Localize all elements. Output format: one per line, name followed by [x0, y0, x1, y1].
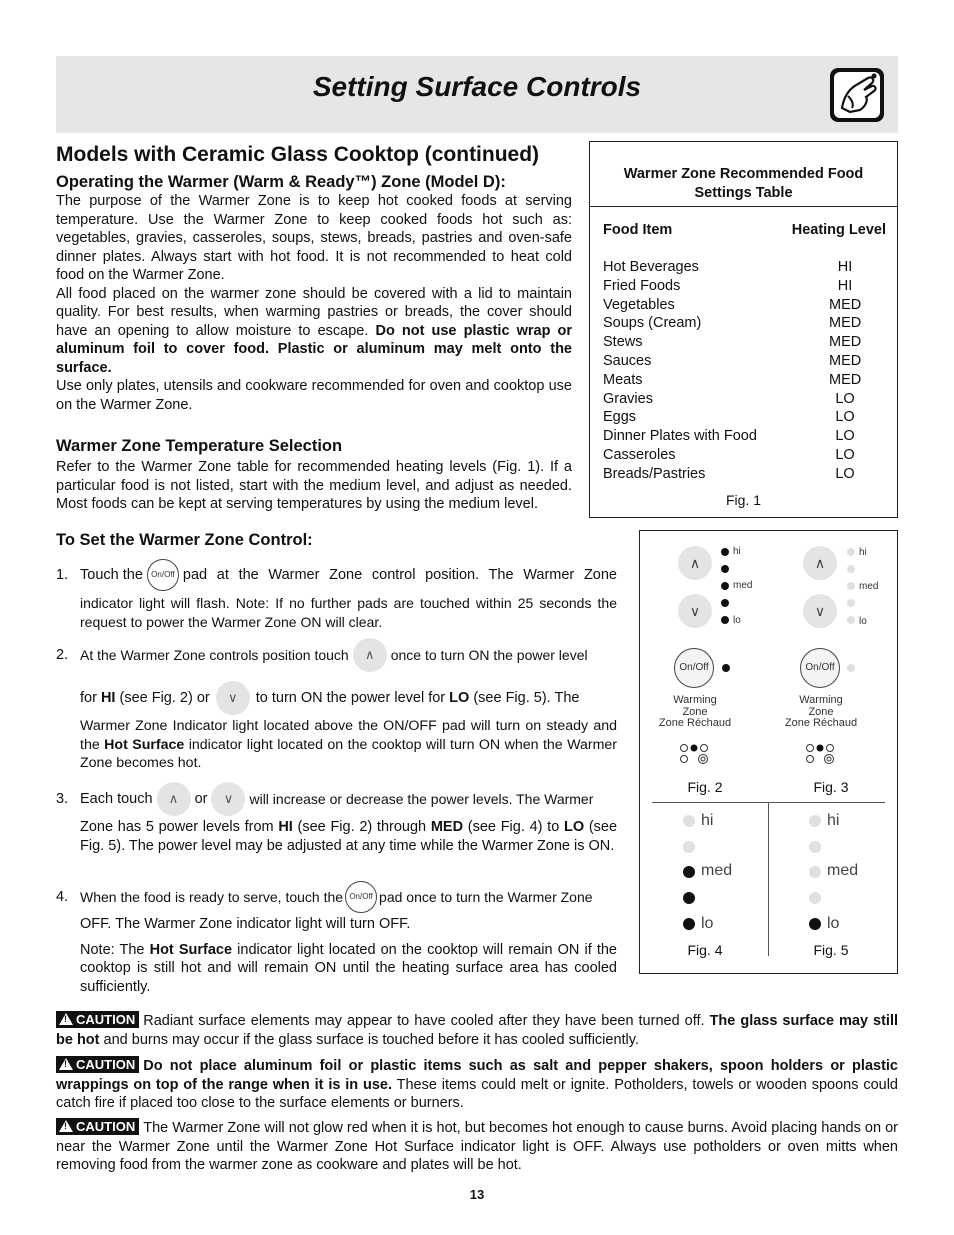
indicator-dot: [722, 664, 730, 672]
warmer-heading: Operating the Warmer (Warm & Ready™) Zone (Model D):: [56, 173, 506, 191]
warmer-p3: Use only plates, utensils and cookware recommended for oven and cooktop use on the Warmer Zone.: [56, 378, 572, 413]
table-row: Dinner Plates with Food LO: [603, 428, 855, 445]
caution-label: !CAUTION: [56, 1056, 139, 1073]
warmer-p1: The purpose of the Warmer Zone is to keep hot cooked foods at serving temperature. Use the Warmer Zone to keep cooked foods hot such as: vegetables, gravies, casseroles, soups, stews, breads, pastries and oven-safe dinner plates. Always start with hot food. It is not recommended to heat cold food on the Warmer Zone.: [56, 193, 572, 283]
warning-triangle-icon: [59, 1013, 73, 1025]
food-settings-table: [589, 141, 898, 518]
indicator-dot: [809, 841, 821, 853]
up-arrow-pad-icon: ∧: [157, 782, 191, 816]
onoff-pad-icon: On/Off: [674, 648, 714, 688]
indicator-dot: [721, 582, 729, 590]
table-row: Sauces MED: [603, 352, 862, 369]
table-header: [603, 221, 886, 240]
indicator-dot: [847, 616, 855, 624]
table-row: Soups (Cream) MED: [603, 315, 862, 332]
caution-2: !CAUTION Do not place aluminum foil or plastic items such as salt and pepper shakers, spoon holders or plastic wrappings on top of the range when it is in use. These items could melt or ignite. Potholders, towels or wooden spoons could catch fire if placed too close to the surface elements or burners.: [56, 1056, 898, 1113]
warmer-p2: [56, 285, 572, 378]
hand-on-cooktop-icon: [828, 66, 886, 124]
step-number: 3.: [56, 791, 69, 807]
fig4-label: Fig. 4: [687, 942, 723, 958]
fig3-label: Fig. 3: [813, 779, 849, 795]
temp-heading: Warmer Zone Temperature Selection: [56, 437, 343, 455]
step-number: 4.: [56, 889, 69, 905]
up-arrow-pad-icon: ∧: [353, 638, 387, 672]
indicator-dot: [847, 582, 855, 590]
header-banner: [56, 56, 898, 133]
table-divider: [590, 206, 897, 207]
indicator-dot: [683, 866, 695, 878]
col-food-item: Food Item: [603, 222, 673, 238]
warming-zone-label: Warming Zone Zone Réchaud: [784, 694, 858, 729]
indicator-dot: [847, 565, 855, 573]
fig2-label: Fig. 2: [687, 779, 723, 795]
burner-indicator-icon: [806, 743, 836, 765]
table-row: Fried Foods HI: [603, 277, 853, 294]
warming-zone-label: Warming Zone Zone Réchaud: [658, 694, 732, 729]
indicator-dot: [721, 565, 729, 573]
table-title: Warmer Zone Recommended Food Settings Table: [623, 166, 864, 201]
step-3: Each touch ∧ or ∨ will increase or decrease the power levels. The Warmer Zone has 5 power levels from HI (see Fig. 2) through MED (see Fig. 4) to LO (see Fig. 5). The power level may be adjusted at any time while the Warmer Zone is ON.: [80, 781, 617, 855]
page-title: Setting Surface Controls: [312, 71, 642, 102]
indicator-dot: [809, 892, 821, 904]
warning-triangle-icon: [59, 1058, 73, 1070]
indicator-dot: [721, 599, 729, 607]
fig1-label: Fig. 1: [725, 492, 761, 508]
burner-indicator-icon: [680, 743, 710, 765]
table-row: Gravies LO: [603, 390, 855, 407]
table-row: Breads/Pastries LO: [603, 465, 855, 482]
step-number: 2.: [56, 647, 69, 663]
onoff-pad-icon: On/Off: [147, 559, 179, 591]
page-number: 13: [469, 1187, 485, 1202]
table-row: Casseroles LO: [603, 446, 855, 463]
indicator-dot: [809, 815, 821, 827]
table-row: Stews MED: [603, 334, 862, 351]
indicator-dot: [721, 616, 729, 624]
onoff-pad-icon: On/Off: [800, 648, 840, 688]
onoff-pad-icon: On/Off: [345, 881, 377, 913]
temp-paragraph: Refer to the Warmer Zone table for recommended heating levels (Fig. 1). If a particular food is not listed, start with the medium level, and adjust as needed. Most foods can be kept at serving temperatures by using the medium level.: [56, 459, 572, 512]
table-row: Hot Beverages HI: [603, 259, 853, 275]
indicator-dot: [683, 892, 695, 904]
warmer-p2-text: All food placed on the warmer zone should be covered with a lid to maintain quality. For best results, when warming pastries or breads, the cover should have an opening to allow moisture to escape.: [56, 285, 572, 339]
figure-divider: [768, 802, 769, 956]
table-rows: [603, 258, 861, 484]
caution-1: !CAUTION Radiant surface elements may appear to have cooled after they have been turned off. The glass surface may still be hot and burns may occur if the glass surface is touched before it has cooled sufficiently.: [56, 1011, 898, 1049]
indicator-dot: [809, 918, 821, 930]
control-figures: ∧ ∨ hi med lo On/Off Warming Zone Zone Réchaud Fig. 2 ∧ ∨ hi med lo On/Off Warming Zone Zone Réchaud Fig. 3 hi med lo Fig. 4 hi med lo Fig. 5: [639, 530, 898, 974]
up-arrow-icon: ∧: [803, 546, 837, 580]
down-arrow-icon: ∨: [678, 594, 712, 628]
caution-3: !CAUTION The Warmer Zone will not glow red when it is hot, but becomes hot enough to cause burns. Avoid placing hands on or near the Warmer Zone until the Warmer Zone Hot Surface indicator light is OFF. Always use potholders or oven mitts when removing food from the warmer zone as cookware and plates will be hot.: [56, 1118, 898, 1175]
indicator-dot: [683, 918, 695, 930]
down-arrow-icon: ∨: [803, 594, 837, 628]
caution-label: !CAUTION: [56, 1011, 139, 1028]
indicator-dot: [721, 548, 729, 556]
indicator-dot: [683, 815, 695, 827]
up-arrow-icon: ∧: [678, 546, 712, 580]
table-row: Vegetables MED: [603, 296, 862, 313]
indicator-dot: [809, 866, 821, 878]
step-4: When the food is ready to serve, touch the On/Off pad once to turn the Warmer Zone OFF. The Warmer Zone indicator light will turn OFF. Note: The Hot Surface indicator light located on the cooktop will remain ON if the cooktop is still hot and will remain ON until the heating surface area has cooled sufficiently.: [80, 880, 617, 996]
set-heading: To Set the Warmer Zone Control:: [56, 531, 313, 549]
step-2: At the Warmer Zone controls position touch ∧ once to turn ON the power level for HI (see Fig. 2) or ∨ to turn ON the power level for LO (see Fig. 5). The Warmer Zone Indicator light located above the ON/OFF pad will turn on steady and the Hot Surface indicator light located on the cooktop will turn ON when the Warmer Zone becomes hot.: [80, 637, 617, 773]
warmer-p2-bold: Do not use plastic wrap or aluminum foil to cover food. Plastic or aluminum may melt onto the surface.: [56, 322, 573, 376]
indicator-dot: [683, 841, 695, 853]
indicator-dot: [847, 599, 855, 607]
step-number: 1.: [56, 567, 69, 583]
step-1: Touch the On/Off pad at the Warmer Zone control position. The Warmer Zone indicator light will flash. Note: If no further pads are touched within 25 seconds the request to power the Warmer Zone ON will clear.: [80, 558, 617, 631]
indicator-dot: [847, 664, 855, 672]
down-arrow-pad-icon: ∨: [211, 782, 245, 816]
table-row: Meats MED: [603, 371, 862, 388]
fig5-label: Fig. 5: [813, 942, 849, 958]
section-title: Models with Ceramic Glass Cooktop (continued): [56, 143, 540, 166]
down-arrow-pad-icon: ∨: [216, 681, 250, 715]
col-heating-level: Heating Level: [791, 222, 886, 238]
table-row: Eggs LO: [603, 409, 855, 426]
indicator-dot: [847, 548, 855, 556]
warmer-paragraphs: [56, 192, 572, 414]
caution-label: !CAUTION: [56, 1118, 139, 1135]
warning-triangle-icon: [59, 1120, 73, 1132]
